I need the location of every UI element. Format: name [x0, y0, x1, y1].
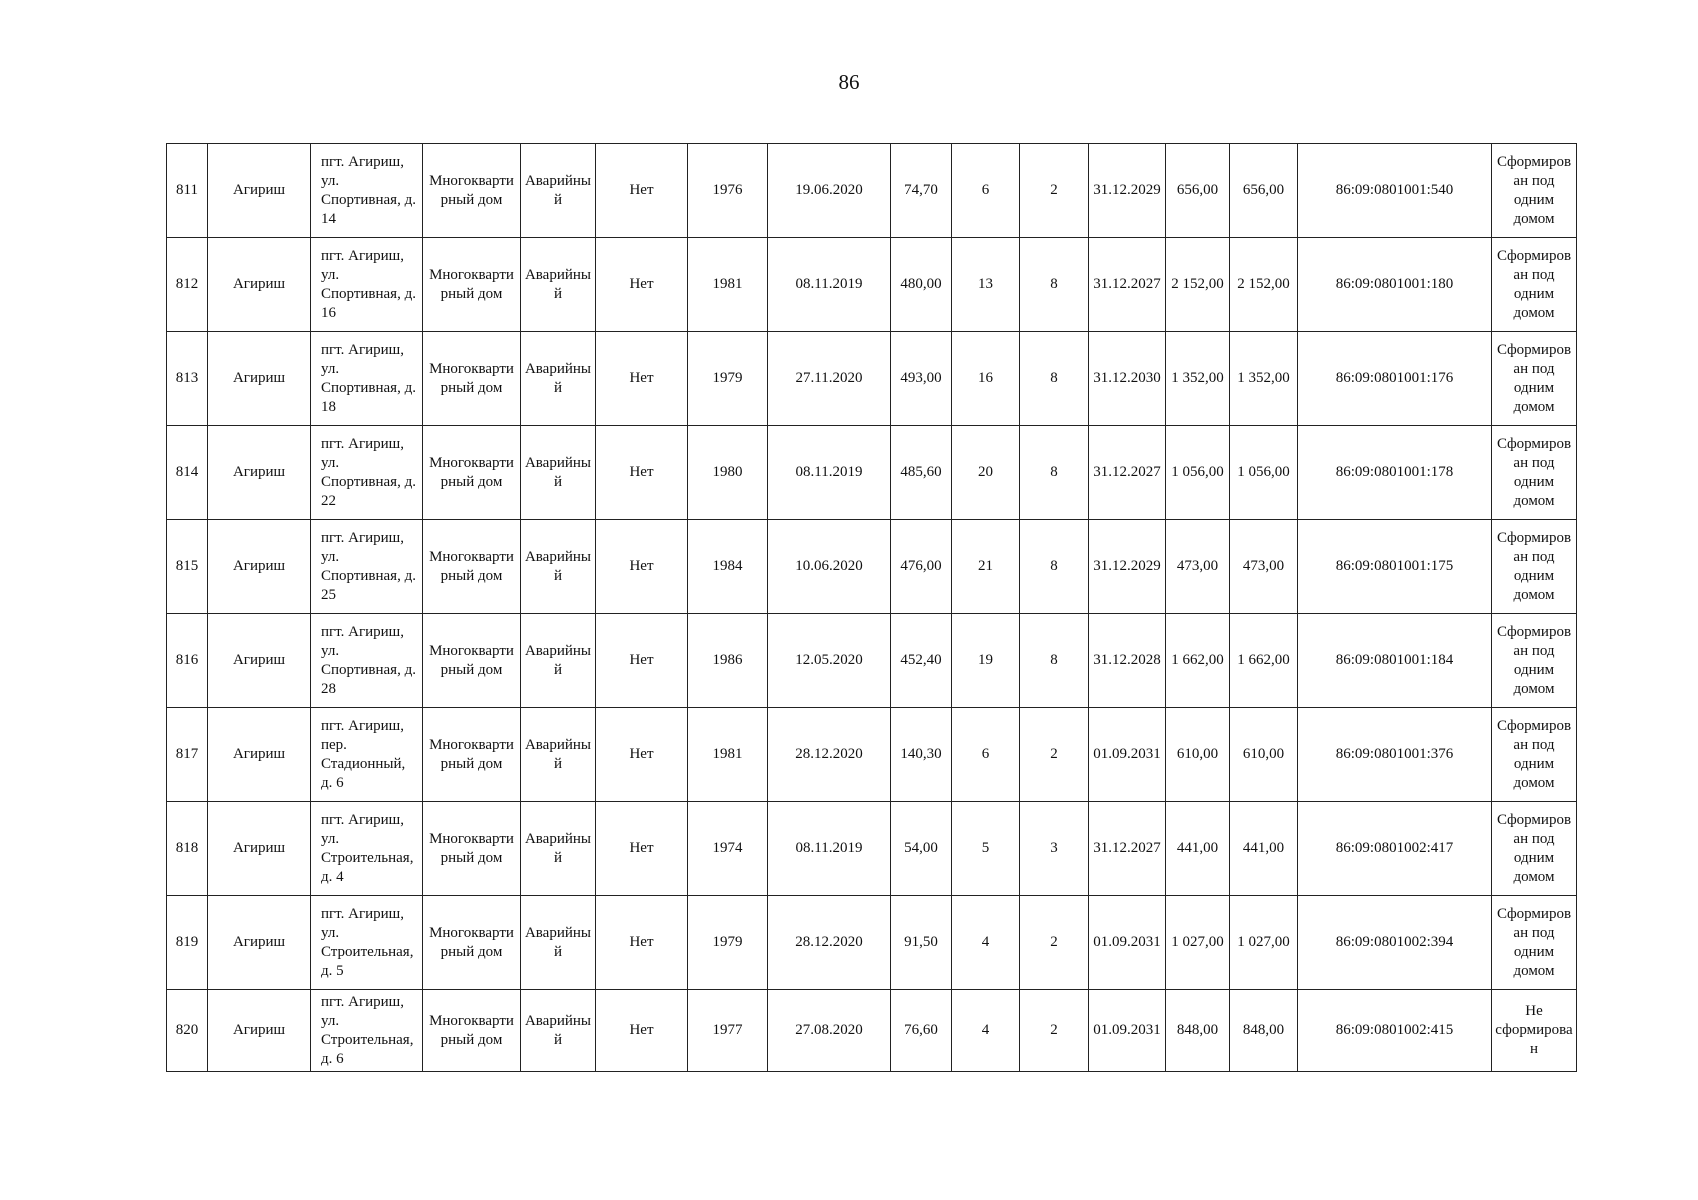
land-status-cell: Сформирован под одним домом — [1492, 426, 1577, 520]
residents-cell: 13 — [952, 238, 1020, 332]
settlement-cell: Агириш — [208, 426, 311, 520]
residents-cell: 6 — [952, 144, 1020, 238]
area2-cell: 610,00 — [1166, 708, 1230, 802]
flag-cell: Нет — [596, 708, 688, 802]
apartments-cell: 8 — [1020, 614, 1089, 708]
area2-cell: 2 152,00 — [1166, 238, 1230, 332]
land-status-cell: Сформирован под одним домом — [1492, 238, 1577, 332]
residents-cell: 16 — [952, 332, 1020, 426]
residents-cell: 6 — [952, 708, 1020, 802]
residents-cell: 21 — [952, 520, 1020, 614]
table-row — [167, 802, 1577, 896]
year-cell: 1980 — [688, 426, 768, 520]
land-status-cell: Сформирован под одним домом — [1492, 708, 1577, 802]
land-status-cell: Сформирован под одним домом — [1492, 144, 1577, 238]
flag-cell: Нет — [596, 802, 688, 896]
address-cell: пгт. Агириш, ул. Строительная, д. 5 — [311, 896, 423, 990]
table-row — [167, 426, 1577, 520]
flag-cell: Нет — [596, 144, 688, 238]
settlement-cell: Агириш — [208, 144, 311, 238]
area-cell: 452,40 — [891, 614, 952, 708]
year-cell: 1984 — [688, 520, 768, 614]
house-type-cell: Многоквартирный дом — [423, 520, 521, 614]
area2-cell: 441,00 — [1166, 802, 1230, 896]
flag-cell: Нет — [596, 990, 688, 1072]
house-type-cell: Многоквартирный дом — [423, 802, 521, 896]
area3-cell: 1 662,00 — [1230, 614, 1298, 708]
year-cell: 1986 — [688, 614, 768, 708]
year-cell: 1979 — [688, 332, 768, 426]
deadline-cell: 01.09.2031 — [1089, 990, 1166, 1072]
address-cell: пгт. Агириш, ул. Спортивная, д. 18 — [311, 332, 423, 426]
area3-cell: 848,00 — [1230, 990, 1298, 1072]
condition-cell: Аварийный — [521, 332, 596, 426]
house-type-cell: Многоквартирный дом — [423, 332, 521, 426]
condition-cell: Аварийный — [521, 426, 596, 520]
cadastral-cell: 86:09:0801001:184 — [1298, 614, 1492, 708]
date-cell: 10.06.2020 — [768, 520, 891, 614]
date-cell: 08.11.2019 — [768, 426, 891, 520]
area2-cell: 473,00 — [1166, 520, 1230, 614]
cadastral-cell: 86:09:0801002:417 — [1298, 802, 1492, 896]
year-cell: 1974 — [688, 802, 768, 896]
land-status-cell: Сформирован под одним домом — [1492, 614, 1577, 708]
flag-cell: Нет — [596, 614, 688, 708]
area3-cell: 610,00 — [1230, 708, 1298, 802]
house-type-cell: Многоквартирный дом — [423, 614, 521, 708]
area-cell: 485,60 — [891, 426, 952, 520]
row-number: 812 — [167, 238, 208, 332]
settlement-cell: Агириш — [208, 896, 311, 990]
area3-cell: 1 056,00 — [1230, 426, 1298, 520]
deadline-cell: 31.12.2027 — [1089, 238, 1166, 332]
area3-cell: 1 027,00 — [1230, 896, 1298, 990]
condition-cell: Аварийный — [521, 802, 596, 896]
address-cell: пгт. Агириш, ул. Спортивная, д. 14 — [311, 144, 423, 238]
row-number: 817 — [167, 708, 208, 802]
deadline-cell: 01.09.2031 — [1089, 896, 1166, 990]
date-cell: 08.11.2019 — [768, 802, 891, 896]
house-type-cell: Многоквартирный дом — [423, 238, 521, 332]
condition-cell: Аварийный — [521, 238, 596, 332]
house-type-cell: Многоквартирный дом — [423, 426, 521, 520]
deadline-cell: 31.12.2027 — [1089, 426, 1166, 520]
area2-cell: 656,00 — [1166, 144, 1230, 238]
apartments-cell: 8 — [1020, 332, 1089, 426]
row-number: 814 — [167, 426, 208, 520]
area-cell: 476,00 — [891, 520, 952, 614]
area3-cell: 441,00 — [1230, 802, 1298, 896]
deadline-cell: 31.12.2027 — [1089, 802, 1166, 896]
area-cell: 480,00 — [891, 238, 952, 332]
settlement-cell: Агириш — [208, 990, 311, 1072]
apartments-cell: 8 — [1020, 520, 1089, 614]
date-cell: 27.11.2020 — [768, 332, 891, 426]
area-cell: 76,60 — [891, 990, 952, 1072]
cadastral-cell: 86:09:0801001:376 — [1298, 708, 1492, 802]
house-type-cell: Многоквартирный дом — [423, 708, 521, 802]
land-status-cell: Сформирован под одним домом — [1492, 520, 1577, 614]
deadline-cell: 31.12.2028 — [1089, 614, 1166, 708]
area3-cell: 656,00 — [1230, 144, 1298, 238]
land-status-cell: Сформирован под одним домом — [1492, 332, 1577, 426]
condition-cell: Аварийный — [521, 896, 596, 990]
settlement-cell: Агириш — [208, 520, 311, 614]
settlement-cell: Агириш — [208, 614, 311, 708]
row-number: 818 — [167, 802, 208, 896]
year-cell: 1976 — [688, 144, 768, 238]
land-status-cell: Сформирован под одним домом — [1492, 802, 1577, 896]
apartments-cell: 2 — [1020, 708, 1089, 802]
date-cell: 27.08.2020 — [768, 990, 891, 1072]
housing-registry-table — [166, 143, 1577, 1072]
area-cell: 74,70 — [891, 144, 952, 238]
deadline-cell: 31.12.2029 — [1089, 520, 1166, 614]
settlement-cell: Агириш — [208, 708, 311, 802]
residents-cell: 4 — [952, 896, 1020, 990]
year-cell: 1979 — [688, 896, 768, 990]
deadline-cell: 31.12.2030 — [1089, 332, 1166, 426]
address-cell: пгт. Агириш, ул. Спортивная, д. 25 — [311, 520, 423, 614]
row-number: 813 — [167, 332, 208, 426]
row-number: 816 — [167, 614, 208, 708]
address-cell: пгт. Агириш, ул. Спортивная, д. 16 — [311, 238, 423, 332]
cadastral-cell: 86:09:0801001:540 — [1298, 144, 1492, 238]
address-cell: пгт. Агириш, ул. Строительная, д. 4 — [311, 802, 423, 896]
cadastral-cell: 86:09:0801002:415 — [1298, 990, 1492, 1072]
table-row — [167, 990, 1577, 1072]
flag-cell: Нет — [596, 238, 688, 332]
area2-cell: 1 027,00 — [1166, 896, 1230, 990]
area-cell: 91,50 — [891, 896, 952, 990]
settlement-cell: Агириш — [208, 802, 311, 896]
apartments-cell: 2 — [1020, 990, 1089, 1072]
house-type-cell: Многоквартирный дом — [423, 896, 521, 990]
date-cell: 28.12.2020 — [768, 896, 891, 990]
area-cell: 140,30 — [891, 708, 952, 802]
land-status-cell: Сформирован под одним домом — [1492, 896, 1577, 990]
table-row — [167, 520, 1577, 614]
condition-cell: Аварийный — [521, 708, 596, 802]
area-cell: 493,00 — [891, 332, 952, 426]
row-number: 815 — [167, 520, 208, 614]
row-number: 819 — [167, 896, 208, 990]
address-cell: пгт. Агириш, ул. Спортивная, д. 28 — [311, 614, 423, 708]
area3-cell: 473,00 — [1230, 520, 1298, 614]
date-cell: 19.06.2020 — [768, 144, 891, 238]
area-cell: 54,00 — [891, 802, 952, 896]
cadastral-cell: 86:09:0801001:175 — [1298, 520, 1492, 614]
page-number: 86 — [838, 70, 860, 94]
deadline-cell: 01.09.2031 — [1089, 708, 1166, 802]
date-cell: 28.12.2020 — [768, 708, 891, 802]
year-cell: 1981 — [688, 238, 768, 332]
cadastral-cell: 86:09:0801001:180 — [1298, 238, 1492, 332]
residents-cell: 4 — [952, 990, 1020, 1072]
table-row — [167, 896, 1577, 990]
flag-cell: Нет — [596, 332, 688, 426]
row-number: 811 — [167, 144, 208, 238]
apartments-cell: 2 — [1020, 144, 1089, 238]
area3-cell: 1 352,00 — [1230, 332, 1298, 426]
table-row — [167, 238, 1577, 332]
year-cell: 1981 — [688, 708, 768, 802]
row-number: 820 — [167, 990, 208, 1072]
area2-cell: 1 662,00 — [1166, 614, 1230, 708]
area2-cell: 848,00 — [1166, 990, 1230, 1072]
address-cell: пгт. Агириш, ул. Строительная, д. 6 — [311, 990, 423, 1072]
condition-cell: Аварийный — [521, 990, 596, 1072]
area2-cell: 1 352,00 — [1166, 332, 1230, 426]
land-status-cell: Не сформирован — [1492, 990, 1577, 1072]
condition-cell: Аварийный — [521, 614, 596, 708]
apartments-cell: 3 — [1020, 802, 1089, 896]
deadline-cell: 31.12.2029 — [1089, 144, 1166, 238]
apartments-cell: 8 — [1020, 238, 1089, 332]
residents-cell: 5 — [952, 802, 1020, 896]
table-row — [167, 332, 1577, 426]
area3-cell: 2 152,00 — [1230, 238, 1298, 332]
apartments-cell: 8 — [1020, 426, 1089, 520]
apartments-cell: 2 — [1020, 896, 1089, 990]
table-row — [167, 708, 1577, 802]
condition-cell: Аварийный — [521, 144, 596, 238]
table-row — [167, 144, 1577, 238]
address-cell: пгт. Агириш, пер. Стадионный, д. 6 — [311, 708, 423, 802]
address-cell: пгт. Агириш, ул. Спортивная, д. 22 — [311, 426, 423, 520]
cadastral-cell: 86:09:0801002:394 — [1298, 896, 1492, 990]
year-cell: 1977 — [688, 990, 768, 1072]
date-cell: 12.05.2020 — [768, 614, 891, 708]
flag-cell: Нет — [596, 520, 688, 614]
condition-cell: Аварийный — [521, 520, 596, 614]
cadastral-cell: 86:09:0801001:178 — [1298, 426, 1492, 520]
settlement-cell: Агириш — [208, 332, 311, 426]
residents-cell: 20 — [952, 426, 1020, 520]
table-row — [167, 614, 1577, 708]
settlement-cell: Агириш — [208, 238, 311, 332]
flag-cell: Нет — [596, 896, 688, 990]
cadastral-cell: 86:09:0801001:176 — [1298, 332, 1492, 426]
house-type-cell: Многоквартирный дом — [423, 990, 521, 1072]
flag-cell: Нет — [596, 426, 688, 520]
date-cell: 08.11.2019 — [768, 238, 891, 332]
residents-cell: 19 — [952, 614, 1020, 708]
area2-cell: 1 056,00 — [1166, 426, 1230, 520]
house-type-cell: Многоквартирный дом — [423, 144, 521, 238]
